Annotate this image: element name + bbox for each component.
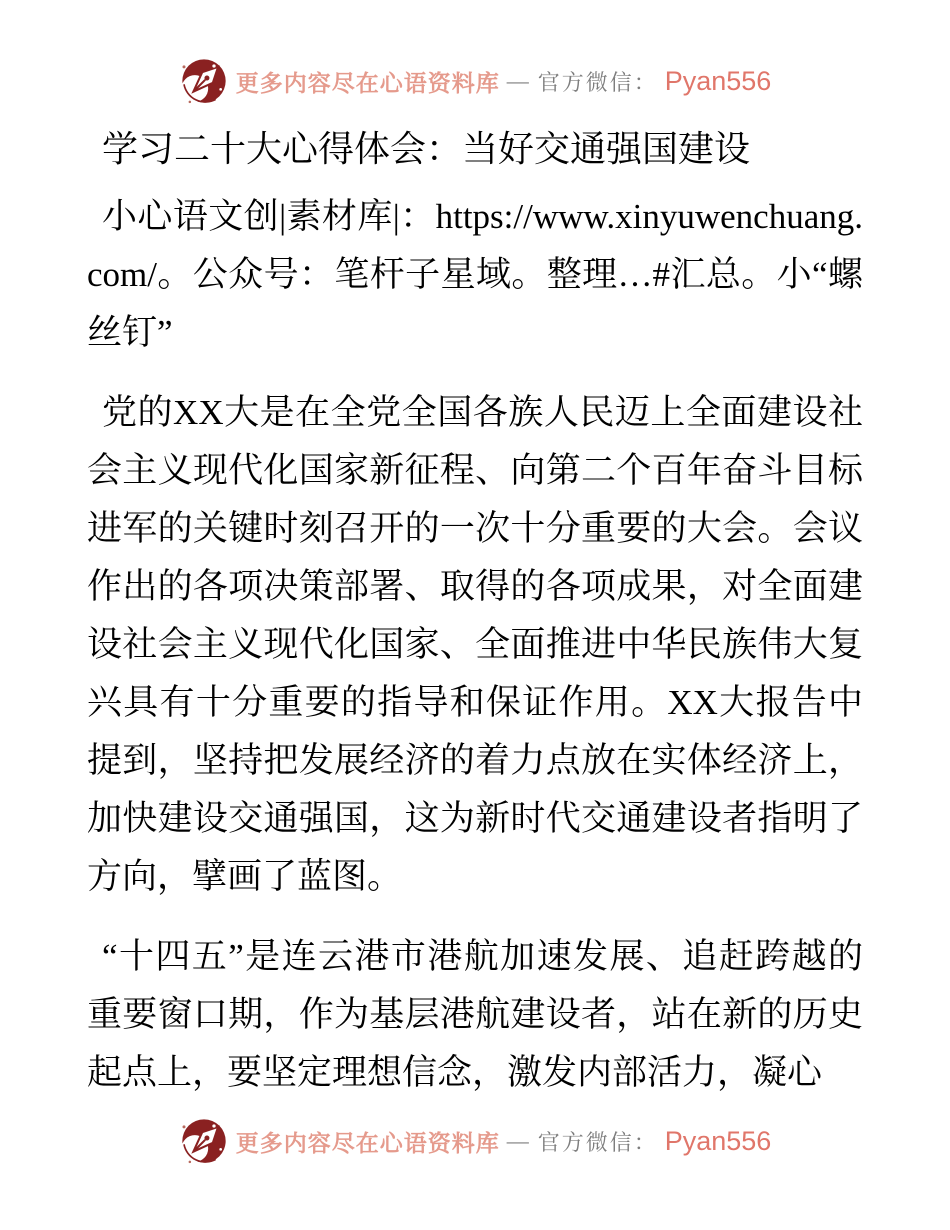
body-paragraph: 党的XX大是在全党全国各族人民迈上全面建设社会主义现代化国家新征程、向第二个百年奋斗目标进军的关键时刻召开的一次十分重要的大会。会议作出的各项决策部署、取得的各项成果，对全面建设社会主义现代化国家、全面推进中华民族伟大复兴具有十分重要的指导和保证作用。XX大报告中提到，坚持把发展经济的着力点放在实体经济上，加快建设交通强国，这为新时代交通建设者指明了方向，擘画了蓝图。 (87, 393, 863, 896)
wechat-label: 官方微信： (537, 69, 658, 95)
pen-swirl-logo-icon (179, 1116, 229, 1166)
document-title: 学习二十大心得体会：当好交通强国建设 (102, 129, 751, 169)
banner-dash: — (506, 1128, 531, 1153)
wechat-id: Pyan556 (664, 1125, 772, 1156)
footer-banner (0, 1116, 950, 1166)
wechat-id: Pyan556 (664, 65, 772, 96)
body-paragraph: “十四五”是连云港市港航加速发展、追赶跨越的重要窗口期，作为基层港航建设者，站在新的历史起点上，要坚定理想信念，激发内部活力，凝心 (87, 937, 863, 1092)
pen-swirl-logo-icon (179, 56, 229, 106)
banner-dash: — (506, 68, 531, 93)
source-line: 小心语文创|素材库|：https://www.xinyuwenchuang.com/。公众号：笔杆子星域。整理…#汇总。小“螺丝钉” (87, 197, 863, 352)
banner-brand-text: 更多内容尽在心语资料库 (235, 1130, 500, 1156)
document-content (87, 124, 863, 1102)
header-banner (0, 0, 950, 106)
banner-brand-text: 更多内容尽在心语资料库 (235, 70, 500, 96)
wechat-label: 官方微信： (537, 1129, 658, 1155)
